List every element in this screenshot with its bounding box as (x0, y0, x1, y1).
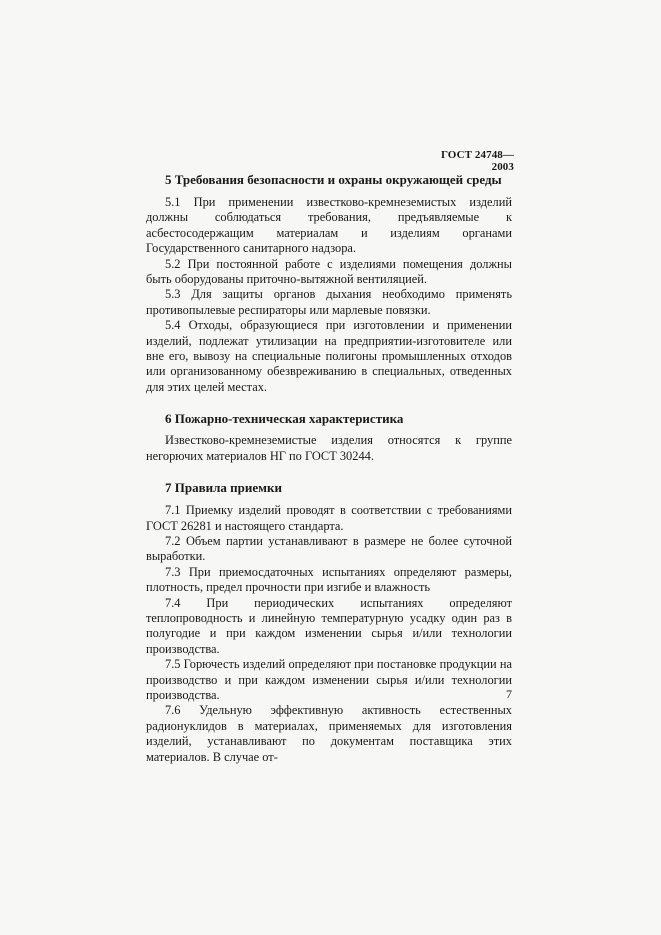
section-acceptance (146, 477, 512, 765)
paragraph: 7.4 При периодических испытаниях определяют теплопроводность и линейную температурную усадку один раз в полугодие и при каждом изменении сырья и/или технологии производства. (146, 595, 512, 656)
paragraph: 7.2 Объем партии устанавливают в размере не более суточной выработки. (146, 533, 512, 564)
paragraph: 5.2 При постоянной работе с изделиями помещения должны быть оборудованы приточно-вытяжной вентиляцией. (146, 256, 512, 287)
paragraph: 7.1 Приемку изделий проводят в соответствии с требованиями ГОСТ 26281 и настоящего стандарта. (146, 503, 512, 533)
page-number: 7 (506, 687, 512, 701)
paragraph: 5.4 Отходы, образующиеся при изготовлении и применении изделий, подлежат утилизации на предприятии-изготовителе или вне его, вывозу на специальные полигоны промышленных отходов или организованному обезвреживанию в специальных, отведенных для этих целей местах. (146, 318, 512, 394)
paragraph: 5.3 Для защиты органов дыхания необходимо применять противопылевые респираторы или марлевые повязки. (146, 287, 512, 317)
paragraph: 5.1 При применении известково-кремнеземистых изделий должны соблюдаться требования, предъявляемые к асбестосодержащим материалам и изделиям органами Государственного санитарного надзора. (146, 195, 512, 256)
section-heading: 5 Требования безопасности и охраны окружающей среды (165, 172, 502, 187)
section-heading: 7 Правила приемки (165, 480, 282, 496)
document-identifier: ГОСТ 24748—2003 (440, 149, 514, 173)
paragraph: 7.3 При приемосдаточных испытаниях определяют размеры, плотность, предел прочности при изгибе и влажность (146, 564, 512, 595)
paragraph: 7.6 Удельную эффективную активность естественных радионуклидов в материалах, применяемых для изготовления изделий, устанавливают по документам поставщика этих материалов. В случае от- (146, 703, 512, 764)
paragraph: Известково-кремнеземистые изделия относятся к группе негорючих материалов НГ по ГОСТ 30244. (146, 433, 512, 463)
document-body (146, 169, 512, 778)
paragraph: 7.5 Горючесть изделий определяют при постановке продукции на производство и при каждом изменении сырья и/или технологии производства. (146, 657, 512, 702)
section-safety (146, 169, 512, 395)
section-heading: 6 Пожарно-техническая характеристика (165, 411, 404, 427)
section-fire (146, 408, 512, 464)
